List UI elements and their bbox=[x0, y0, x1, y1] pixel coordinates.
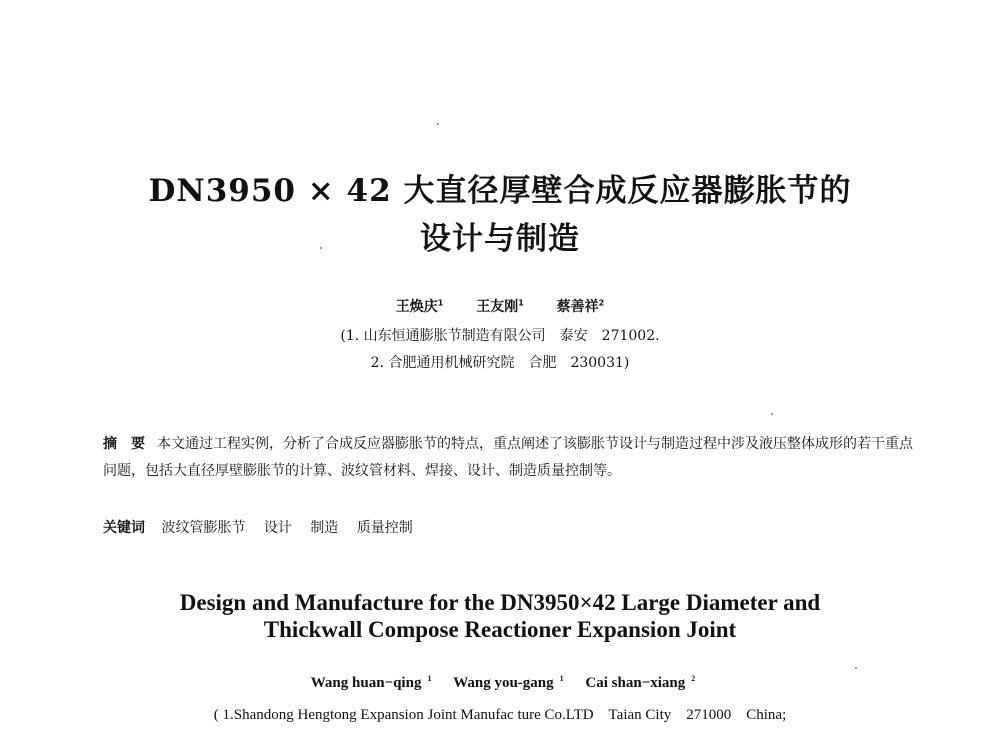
keyword-item: 质量控制 bbox=[356, 520, 413, 536]
author-en-1: Wang huan−qing $^1$ bbox=[310, 674, 432, 691]
author-cn-3: 蔡善祥$^2$ bbox=[556, 298, 605, 315]
keywords-label: 关键词 bbox=[103, 520, 145, 536]
chinese-title-line-2: 设计与制造 bbox=[420, 221, 580, 257]
keyword-item: 设计 bbox=[263, 520, 292, 536]
english-authors bbox=[0, 674, 1000, 692]
keywords-block bbox=[103, 517, 913, 537]
keyword-item: 制造 bbox=[310, 520, 339, 536]
scan-speck bbox=[855, 667, 857, 669]
author-en-3: Cai shan−xiang $^2$ bbox=[585, 674, 696, 691]
scan-speck bbox=[320, 247, 322, 249]
scan-speck bbox=[437, 123, 439, 125]
abstract-text: 本文通过工程实例，分析了合成反应器膨胀节的特点，重点阐述了该膨胀节设计与制造过程中涉及液压整体成形的若干重点问题，包括大直径厚壁膨胀节的计算、波纹管材料、焊接、设计、制造质量控制等。 bbox=[103, 436, 913, 479]
author-cn-1: 王焕庆$^1$ bbox=[395, 298, 444, 315]
english-title-line-1: Design and Manufacture for the DN3950×42 Large Diameter and bbox=[179, 590, 821, 615]
chinese-authors bbox=[0, 296, 1000, 316]
scan-speck bbox=[771, 413, 773, 415]
chinese-title-line-1: DN3950 × 42 大直径厚壁合成反应器膨胀节的 bbox=[148, 173, 852, 209]
chinese-affiliation-line-2: 2. 合肥通用机械研究院 合肥 230031) bbox=[370, 355, 630, 371]
abstract-block bbox=[103, 431, 913, 485]
english-title-line-2: Thickwall Compose Reactioner Expansion Joint bbox=[263, 617, 737, 642]
abstract-label: 摘 要 bbox=[103, 436, 145, 452]
keyword-item: 波纹管膨胀节 bbox=[161, 520, 246, 536]
english-affiliation: ( 1.Shandong Hengtong Expansion Joint Manufac ture Co.LTD Taian City 271000 China; bbox=[213, 707, 787, 723]
author-en-2: Wang you-gang $^1$ bbox=[453, 674, 564, 691]
chinese-affiliation-line-1: (1. 山东恒通膨胀节制造有限公司 泰安 271002. bbox=[340, 328, 660, 344]
author-cn-2: 王友刚$^1$ bbox=[476, 298, 524, 315]
